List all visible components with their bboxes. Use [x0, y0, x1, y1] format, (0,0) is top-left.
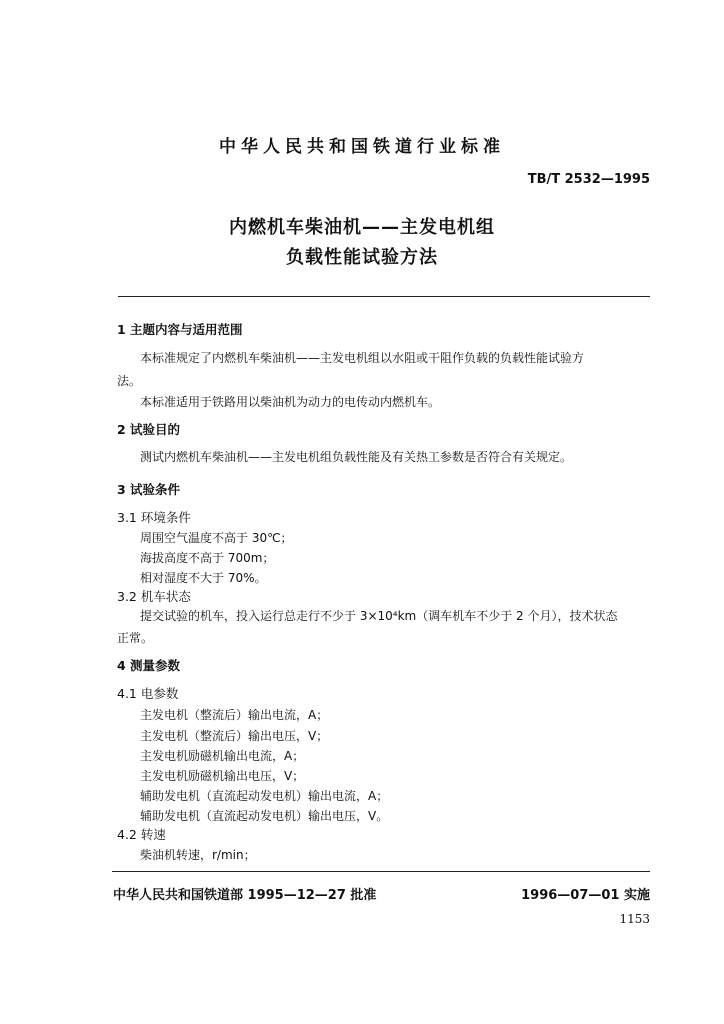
- document-title-line-2: 负载性能试验方法: [286, 247, 438, 268]
- document-title-line-1: 内燃机车柴油机——主发电机组: [229, 217, 495, 238]
- electrical-parameter-item: 主发电机励磁机输出电压，V；: [140, 769, 305, 783]
- section-4-heading: 4 测量参数: [117, 658, 181, 673]
- env-condition-item: 周围空气温度不高于 30℃；: [140, 531, 293, 545]
- electrical-parameter-item: 主发电机（整流后）输出电压，V；: [140, 729, 329, 743]
- section-4-2-heading: 4.2 转速: [117, 827, 166, 842]
- electrical-parameter-item: 主发电机励磁机输出电流，A；: [140, 749, 305, 763]
- section-1-heading: 1 主题内容与适用范围: [117, 322, 243, 337]
- standard-category-title: 中华人民共和国铁道行业标准: [219, 137, 505, 157]
- standard-number: TB/T 2532—1995: [527, 172, 650, 187]
- section-4-1-heading: 4.1 电参数: [117, 686, 179, 701]
- title-divider: [118, 296, 650, 297]
- electrical-parameter-item: 辅助发电机（直流起动发电机）输出电压，V。: [140, 809, 389, 823]
- section-2-heading: 2 试验目的: [117, 422, 181, 437]
- section-3-2-paragraph-cont: 正常。: [117, 631, 154, 645]
- section-1-paragraph-1: 本标准规定了内燃机车柴油机——主发电机组以水阻或干阻作负载的负载性能试验方: [140, 351, 585, 365]
- speed-parameter-item: 柴油机转速，r/min；: [140, 848, 256, 862]
- implementation-date: 1996—07—01 实施: [521, 888, 650, 903]
- env-condition-item: 海拔高度不高于 700m；: [140, 551, 275, 565]
- section-3-1-heading: 3.1 环境条件: [117, 510, 191, 525]
- section-3-heading: 3 试验条件: [117, 482, 181, 497]
- electrical-parameter-item: 辅助发电机（直流起动发电机）输出电流，A；: [140, 789, 389, 803]
- footer-divider: [112, 871, 650, 872]
- section-1-paragraph-2: 本标准适用于铁路用以柴油机为动力的电传动内燃机车。: [140, 395, 441, 409]
- section-3-2-paragraph: 提交试验的机车，投入运行总走行不少于 3×10⁴km（调车机车不少于 2 个月），技术状态: [140, 609, 618, 623]
- approval-statement: 中华人民共和国铁道部 1995—12—27 批准: [113, 888, 377, 903]
- page-number: 1153: [619, 912, 650, 926]
- section-2-paragraph-1: 测试内燃机车柴油机——主发电机组负载性能及有关热工参数是否符合有关规定。: [140, 450, 573, 464]
- electrical-parameter-item: 主发电机（整流后）输出电流，A；: [140, 708, 329, 722]
- env-condition-item: 相对湿度不大于 70%。: [140, 571, 267, 585]
- section-3-2-heading: 3.2 机车状态: [117, 589, 191, 604]
- section-1-paragraph-1-cont: 法。: [117, 374, 142, 388]
